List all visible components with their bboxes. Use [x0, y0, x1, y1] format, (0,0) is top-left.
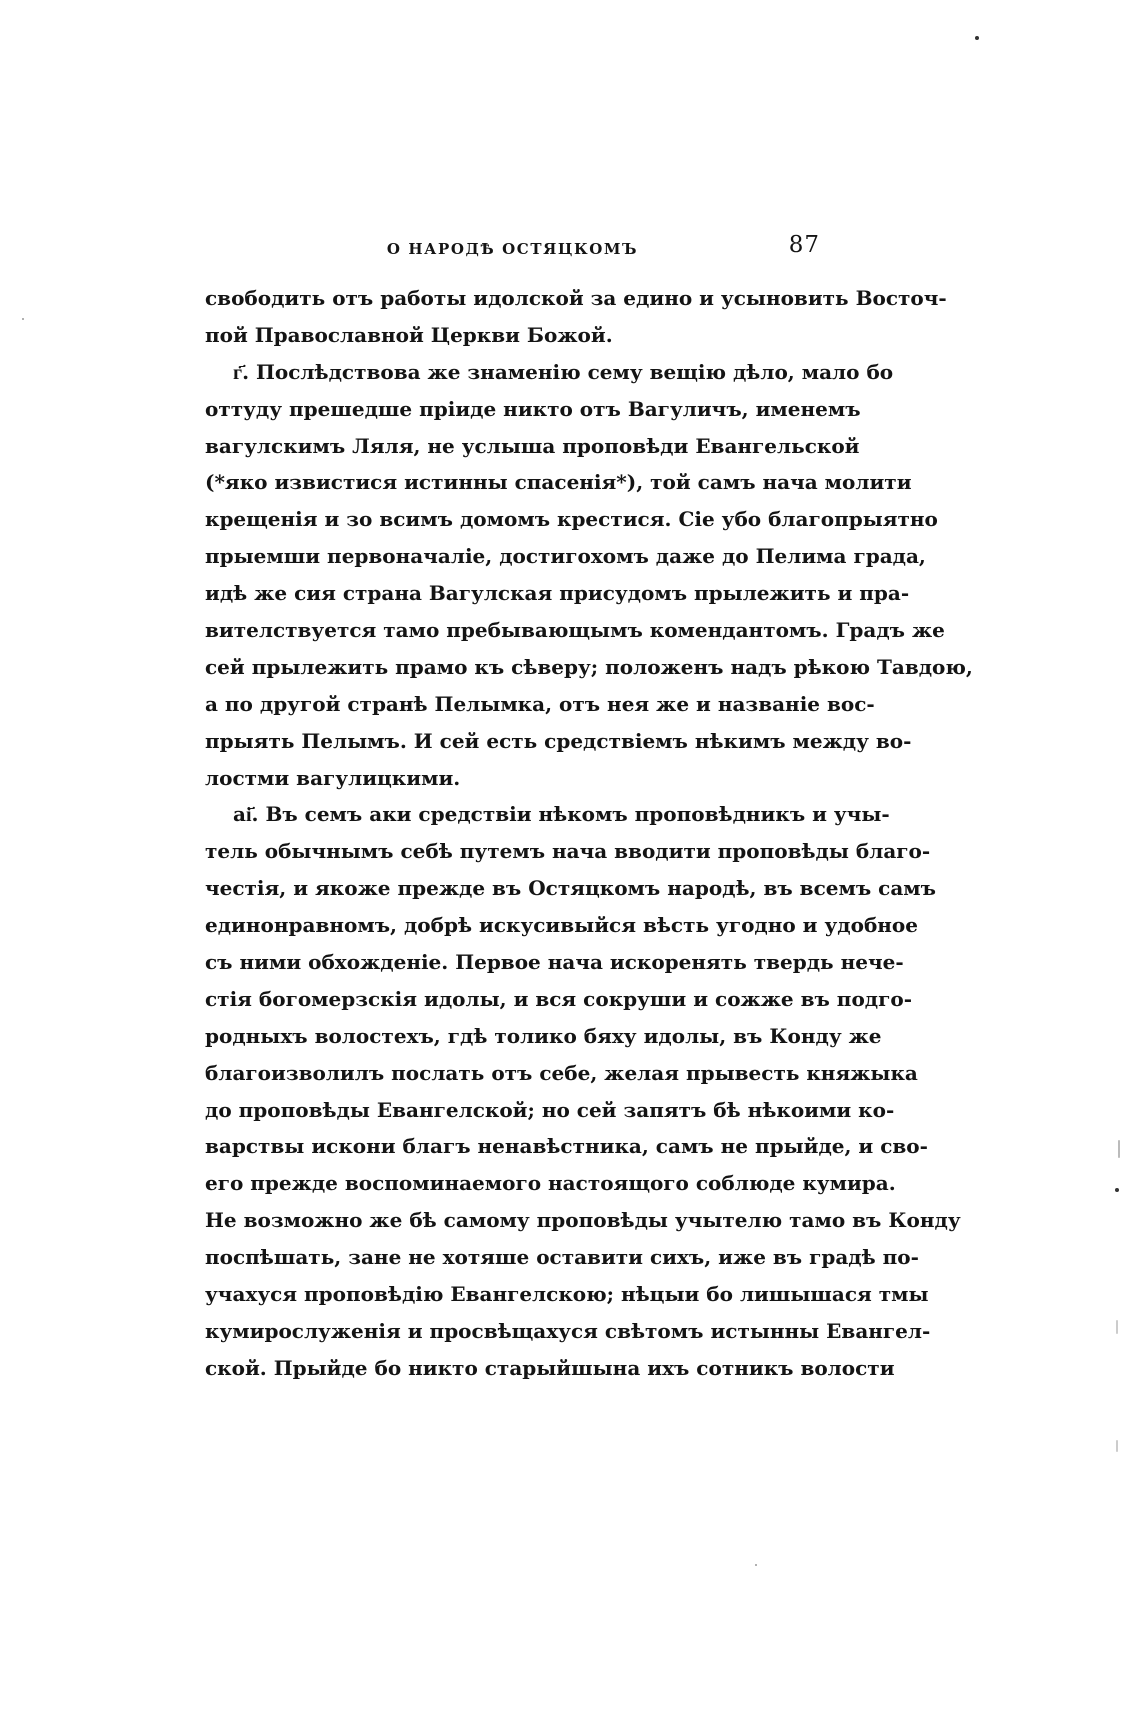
text-line: варствы искони благъ ненавѣстника, самъ не прыйде, и сво-: [205, 1134, 928, 1159]
text-line: оттуду прешедше пріиде никто отъ Вагуличъ, именемъ: [205, 396, 861, 421]
text-line: поспѣшать, зане не хотяше оставити сихъ, иже въ градѣ по-: [205, 1245, 919, 1270]
text-line: вагулскимъ Ляля, не услыша проповѣди Евангельской: [205, 433, 860, 458]
text-line: учахуся проповѣдію Евангелскою; нѣцыи бо лишышася тмы: [205, 1282, 929, 1307]
scan-speck: [22, 318, 24, 320]
page-number: 87: [788, 232, 820, 258]
text-line: а по другой странѣ Пелымка, отъ нея же и названіе вос-: [205, 691, 875, 716]
text-line: вителствуется тамо пребывающымъ комендантомъ. Градъ же: [205, 618, 945, 643]
text-line: лостми вагулицкими.: [205, 765, 461, 790]
text-line: (*яко извистися истинны спасенія*), той самъ нача молити: [205, 470, 912, 495]
scan-speck: [1116, 1320, 1118, 1334]
scan-speck: [1115, 1188, 1119, 1192]
text-line: прыемши первоначаліе, достигохомъ даже до Пелима града,: [205, 544, 926, 569]
text-line: крещенія и зо всимъ домомъ крестися. Сіе убо благопрыятно: [205, 507, 938, 532]
text-line: до проповѣды Евангелской; но сей запятъ бѣ нѣкоими ко-: [205, 1097, 895, 1122]
running-title: О НАРОДѢ ОСТЯЦКОМЪ: [386, 240, 639, 258]
scan-speck: [1116, 1440, 1118, 1452]
text-line: съ ними обхожденіе. Первое нача искоренять твердь нече-: [205, 950, 904, 975]
text-line: Не возможно же бѣ самому проповѣды учытелю тамо въ Конду: [205, 1208, 961, 1233]
text-line: тель обычнымъ себѣ путемъ нача вводити проповѣды благо-: [205, 839, 931, 864]
text-line: единонравномъ, добрѣ искусивыйся вѣсть угодно и удобное: [205, 913, 918, 938]
text-line: прыять Пелымъ. И сей есть средствіемъ нѣкимъ между во-: [205, 728, 912, 753]
body-text: [205, 280, 973, 1387]
text-line: его прежде воспоминаемого настоящого соблюде кумира.: [205, 1171, 896, 1196]
text-line: ской. Прыйде бо никто старыйшына ихъ сотникъ волости: [205, 1355, 895, 1380]
text-line: свободить отъ работы идолской за едино и усыновить Восточ-: [205, 286, 947, 310]
paragraph-start-line: аі҃. Въ семъ аки средствіи нѣкомъ проповѣдникъ и учы-: [233, 802, 890, 827]
scan-speck: [755, 1564, 757, 1566]
page-header: [205, 228, 820, 268]
text-line: стія богомерзскія идолы, и вся сокруши и сожже въ подго-: [205, 986, 913, 1011]
scan-speck: [1118, 1140, 1120, 1158]
paragraph-start-line: г҃. Послѣдствова же знаменію сему вещію дѣло, мало бо: [233, 359, 894, 384]
text-line: родныхъ волостехъ, гдѣ толико бяху идолы, въ Конду же: [205, 1023, 882, 1048]
text-line: сей прылежить прамо къ сѣверу; положенъ надъ рѣкою Тавдою,: [205, 654, 973, 679]
scan-speck: [975, 36, 979, 40]
text-line: идѣ же сия страна Вагулская присудомъ прылежить и пра-: [205, 581, 910, 606]
text-line: честія, и якоже прежде въ Остяцкомъ народѣ, въ всемъ самъ: [205, 876, 937, 901]
text-line: пой Православной Церкви Божой.: [205, 322, 613, 347]
text-line: кумирослуженія и просвѣщахуся свѣтомъ истынны Евангел-: [205, 1318, 931, 1343]
text-line: благоизволилъ послать отъ себе, желая прывесть княжыка: [205, 1060, 918, 1085]
